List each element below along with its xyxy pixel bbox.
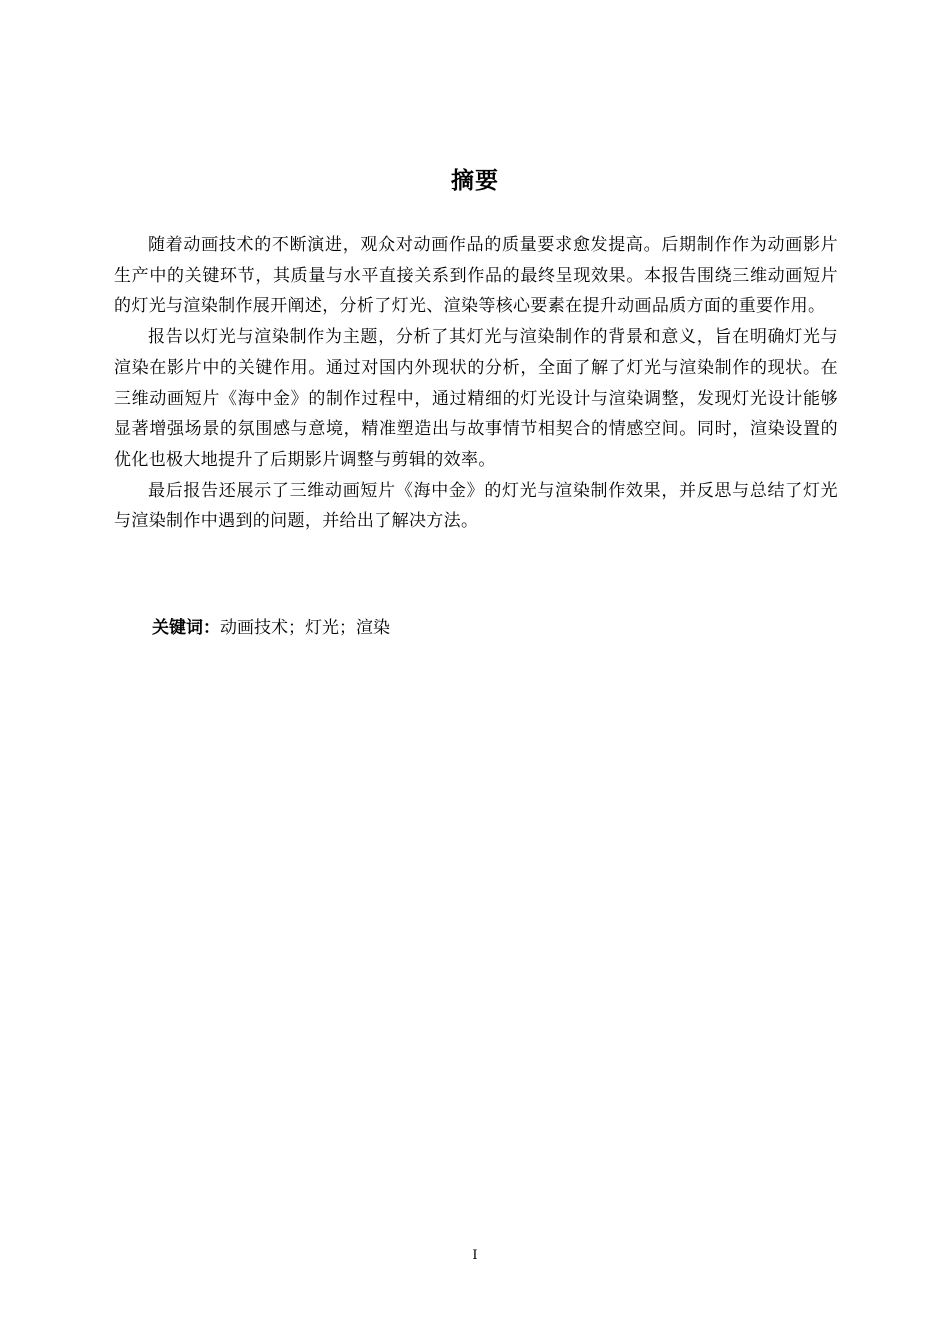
abstract-paragraph-1: 随着动画技术的不断演进，观众对动画作品的质量要求愈发提高。后期制作作为动画影片生产中的关键环节，其质量与水平直接关系到作品的最终呈现效果。本报告围绕三维动画短片的灯光与渲染制作展开阐述，分析了灯光、渲染等核心要素在提升动画品质方面的重要作用。 — [114, 235, 838, 317]
abstract-paragraph-2: 报告以灯光与渲染制作为主题，分析了其灯光与渲染制作的背景和意义，旨在明确灯光与渲染在影片中的关键作用。通过对国内外现状的分析，全面了解了灯光与渲染制作的现状。在三维动画短片《海中金》的制作过程中，通过精细的灯光设计与渲染调整，发现灯光设计能够显著增强场景的氛围感与意境，精准塑造出与故事情节相契合的情感空间。同时，渲染设置的优化也极大地提升了后期影片调整与剪辑的效率。 — [114, 327, 838, 470]
keywords-value: 动画技术；灯光；渲染 — [220, 618, 390, 638]
abstract-body — [114, 230, 838, 537]
abstract-paragraph-3: 最后报告还展示了三维动画短片《海中金》的灯光与渲染制作效果，并反思与总结了灯光与渲染制作中遇到的问题，并给出了解决方法。 — [114, 480, 838, 532]
abstract-title: 摘要 — [451, 168, 499, 194]
page-number: I — [472, 1248, 478, 1263]
keywords-line — [152, 613, 390, 643]
keywords-label: 关键词： — [152, 618, 220, 638]
